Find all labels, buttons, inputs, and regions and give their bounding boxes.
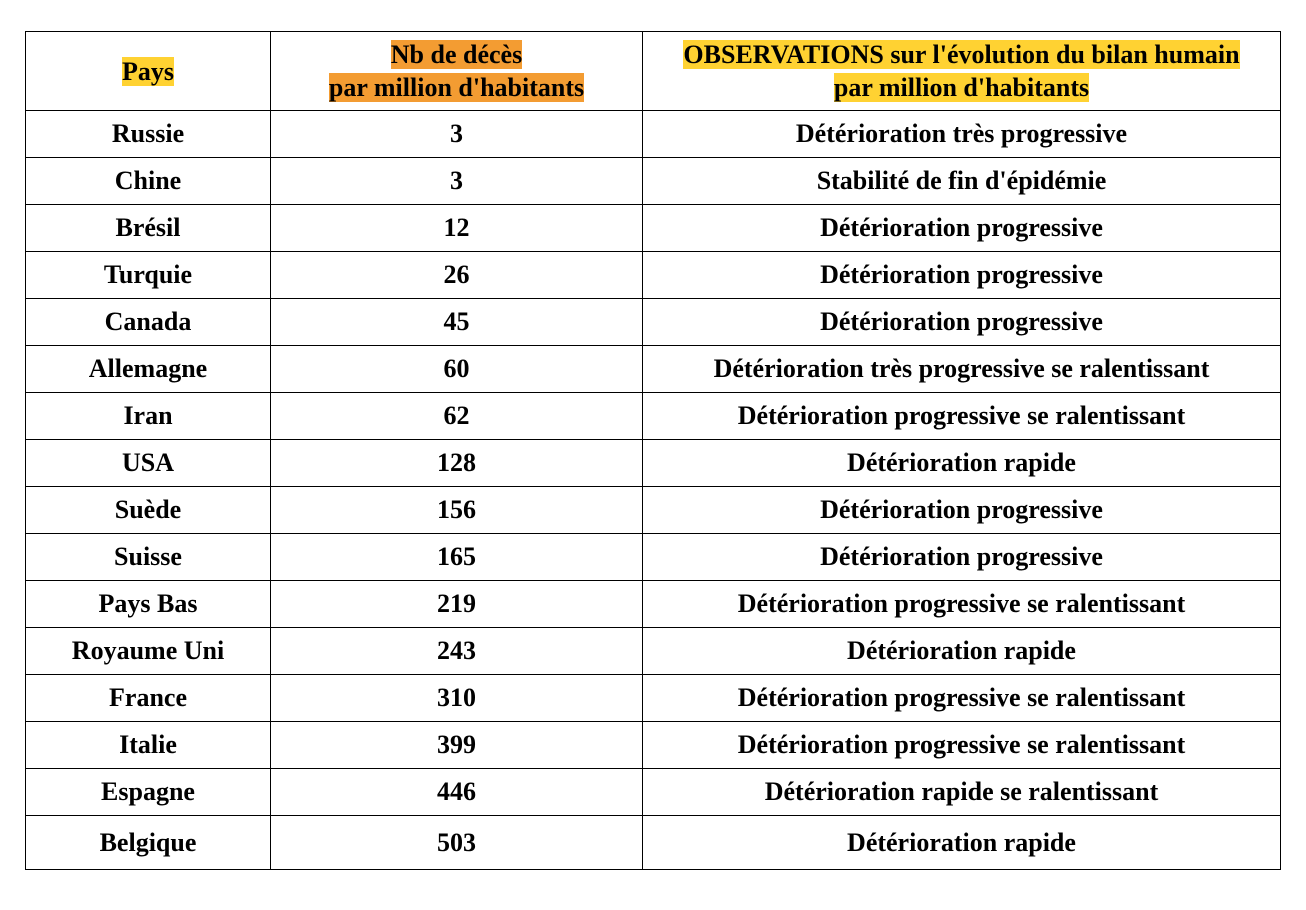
cell-deaths: 3 xyxy=(271,158,643,205)
table-row xyxy=(26,393,1281,440)
table-row xyxy=(26,816,1281,870)
cell-country: Italie xyxy=(26,722,271,769)
cell-observation: Détérioration progressive se ralentissant xyxy=(643,393,1281,440)
cut-off-title xyxy=(0,0,1306,8)
cell-deaths: 243 xyxy=(271,628,643,675)
cell-country: Belgique xyxy=(26,816,271,870)
cell-deaths: 503 xyxy=(271,816,643,870)
cell-deaths: 26 xyxy=(271,252,643,299)
cell-country: Allemagne xyxy=(26,346,271,393)
table-row xyxy=(26,440,1281,487)
table-row xyxy=(26,346,1281,393)
cell-observation: Détérioration très progressive xyxy=(643,111,1281,158)
cell-deaths: 60 xyxy=(271,346,643,393)
cell-country: France xyxy=(26,675,271,722)
table-row xyxy=(26,111,1281,158)
cell-observation: Détérioration progressive xyxy=(643,487,1281,534)
cell-deaths: 219 xyxy=(271,581,643,628)
cell-country: Iran xyxy=(26,393,271,440)
cell-observation: Détérioration très progressive se ralentissant xyxy=(643,346,1281,393)
cell-country: Suède xyxy=(26,487,271,534)
header-deaths-line2: par million d'habitants xyxy=(328,73,585,102)
cell-observation: Détérioration progressive xyxy=(643,205,1281,252)
header-deaths xyxy=(271,32,643,111)
header-obs-line1: OBSERVATIONS sur l'évolution du bilan humain xyxy=(683,40,1240,69)
cell-deaths: 3 xyxy=(271,111,643,158)
cell-deaths: 310 xyxy=(271,675,643,722)
cell-country: Pays Bas xyxy=(26,581,271,628)
cell-deaths: 45 xyxy=(271,299,643,346)
cell-country: Russie xyxy=(26,111,271,158)
cell-deaths: 62 xyxy=(271,393,643,440)
table-row xyxy=(26,675,1281,722)
cell-observation: Détérioration progressive se ralentissant xyxy=(643,675,1281,722)
cell-observation: Détérioration progressive se ralentissant xyxy=(643,581,1281,628)
header-deaths-line1: Nb de décès xyxy=(390,40,523,69)
table-row xyxy=(26,722,1281,769)
header-country-label: Pays xyxy=(122,56,174,86)
cell-country: Brésil xyxy=(26,205,271,252)
cell-observation: Détérioration rapide xyxy=(643,816,1281,870)
cell-observation: Détérioration rapide se ralentissant xyxy=(643,769,1281,816)
cut-off-title-fragments xyxy=(0,0,1306,8)
cell-country: Espagne xyxy=(26,769,271,816)
table-row xyxy=(26,487,1281,534)
cell-deaths: 165 xyxy=(271,534,643,581)
cell-observation: Détérioration rapide xyxy=(643,440,1281,487)
cell-deaths: 128 xyxy=(271,440,643,487)
cell-country: Turquie xyxy=(26,252,271,299)
header-obs-line2: par million d'habitants xyxy=(833,73,1090,102)
cell-observation: Stabilité de fin d'épidémie xyxy=(643,158,1281,205)
deaths-table xyxy=(25,31,1281,870)
header-observations xyxy=(643,32,1281,111)
table-row xyxy=(26,299,1281,346)
table-row xyxy=(26,769,1281,816)
table-header-row xyxy=(26,32,1281,111)
table-body xyxy=(26,111,1281,870)
cell-country: Suisse xyxy=(26,534,271,581)
table-row xyxy=(26,252,1281,299)
cell-observation: Détérioration progressive se ralentissant xyxy=(643,722,1281,769)
cell-observation: Détérioration rapide xyxy=(643,628,1281,675)
cell-country: Chine xyxy=(26,158,271,205)
cell-country: USA xyxy=(26,440,271,487)
table-row xyxy=(26,158,1281,205)
table-row xyxy=(26,205,1281,252)
cell-deaths: 446 xyxy=(271,769,643,816)
cell-country: Canada xyxy=(26,299,271,346)
header-country xyxy=(26,32,271,111)
cell-deaths: 156 xyxy=(271,487,643,534)
cell-observation: Détérioration progressive xyxy=(643,299,1281,346)
cell-deaths: 399 xyxy=(271,722,643,769)
table-row xyxy=(26,534,1281,581)
cell-observation: Détérioration progressive xyxy=(643,252,1281,299)
table-row xyxy=(26,581,1281,628)
cell-deaths: 12 xyxy=(271,205,643,252)
cell-country: Royaume Uni xyxy=(26,628,271,675)
table-row xyxy=(26,628,1281,675)
cell-observation: Détérioration progressive xyxy=(643,534,1281,581)
